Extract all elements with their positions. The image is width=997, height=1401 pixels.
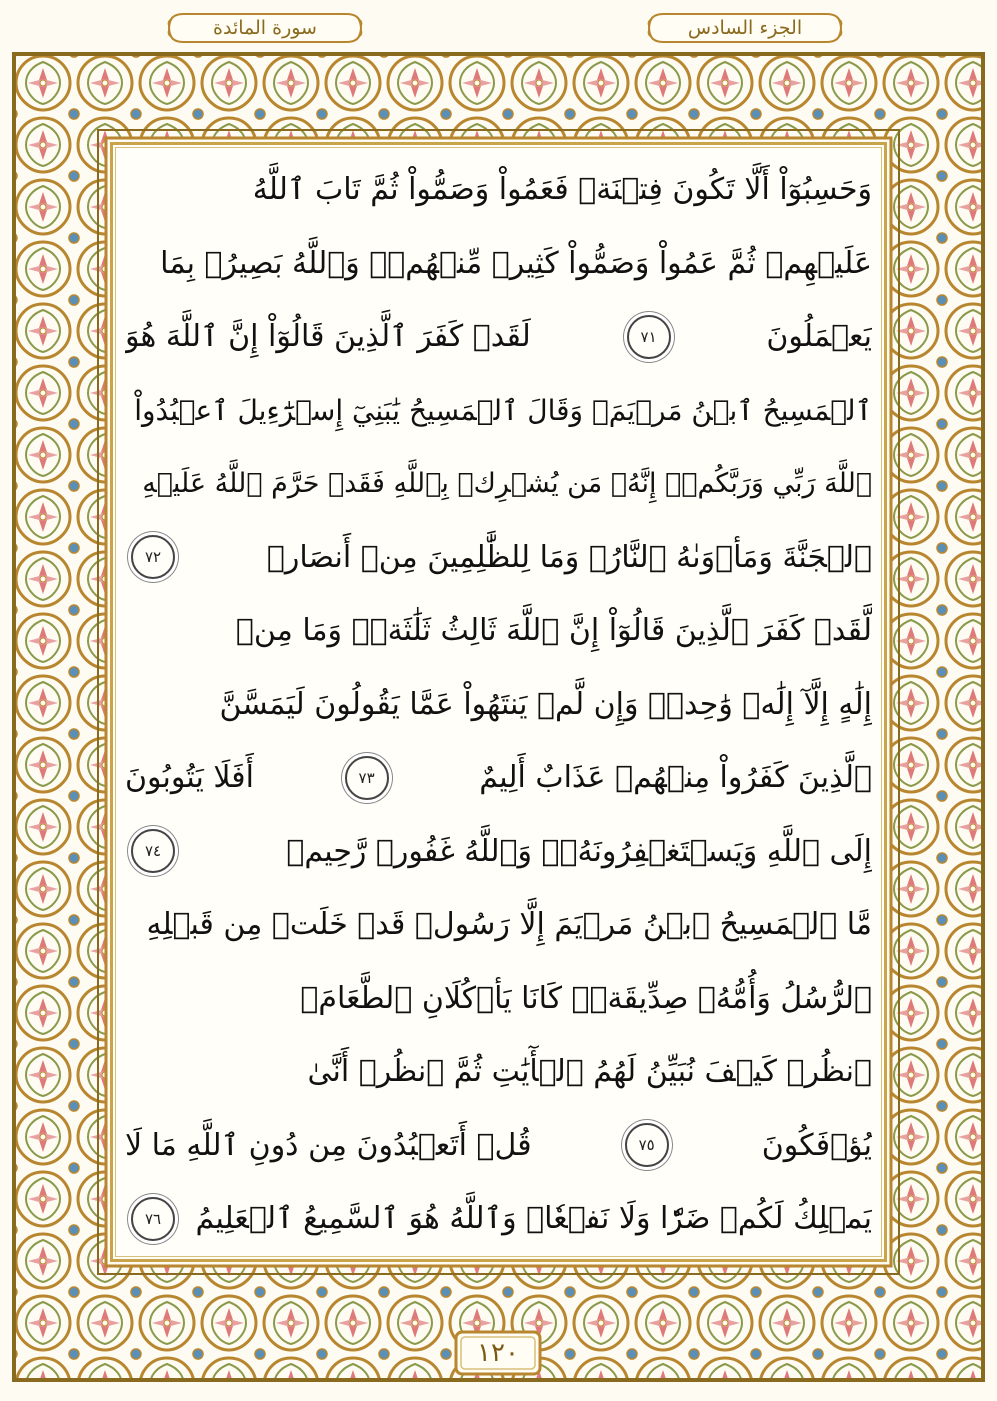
verse-line (125, 594, 872, 668)
verse-text: وَحَسِبُوٓاْ أَلَّا تَكُونَ فِتۡنَةٞ فَعَمُواْ وَصَمُّواْ ثُمَّ تَابَ ٱللَّهُ (252, 172, 872, 208)
ayah-number-marker: ٧٢ (131, 535, 175, 579)
verse-text: يَعۡمَلُونَ (766, 319, 872, 355)
verse-line (125, 741, 872, 815)
verse-text: ٱللَّهَ رَبِّي وَرَبَّكُمۡۖ إِنَّهُۥ مَن يُشۡرِكۡ بِٱللَّهِ فَقَدۡ حَرَّمَ ٱللَّهُ عَلَيۡهِ (142, 468, 872, 500)
verse-text: يَمۡلِكُ لَكُمۡ ضَرّٗا وَلَا نَفۡعٗاۚ وَٱللَّهُ هُوَ ٱلسَّمِيعُ ٱلۡعَلِيمُ (195, 1201, 872, 1237)
verse-text: عَلَيۡهِمۡ ثُمَّ عَمُواْ وَصَمُّواْ كَثِيرٞ مِّنۡهُمۡۚ وَٱللَّهُ بَصِيرُۢ بِمَا (160, 245, 872, 281)
verse-line (125, 668, 872, 742)
verse-text: إِلَٰهٍ إِلَّآ إِلَٰهٞ وَٰحِدٞۚ وَإِن لَّمۡ يَنتَهُواْ عَمَّا يَقُولُونَ لَيَمَسَّنَّ (219, 686, 872, 722)
verse-text: ٱلۡجَنَّةَ وَمَأۡوَىٰهُ ٱلنَّارُۖ وَمَا لِلظَّٰلِمِينَ مِنۡ أَنصَارٖ (266, 539, 872, 575)
verse-line (125, 227, 872, 301)
verse-text: ٱلۡمَسِيحُ ٱبۡنُ مَرۡيَمَۖ وَقَالَ ٱلۡمَسِيحُ يَٰبَنِيٓ إِسۡرَٰٓءِيلَ ٱعۡبُدُواْ (134, 393, 872, 427)
verse-line (125, 300, 872, 374)
page-number: ١٢٠ (477, 1338, 519, 1368)
verse-text: قُلۡ أَتَعۡبُدُونَ مِن دُونِ ٱللَّهِ مَا لَا (125, 1127, 532, 1163)
juz-name: الجزء السادس (687, 17, 803, 39)
ayah-number-marker: ٧٤ (131, 829, 175, 873)
page-number-cartouche (452, 1328, 544, 1378)
ayah-number-marker: ٧١ (627, 315, 671, 359)
verse-text: أَفَلَا يَتُوبُونَ (125, 760, 254, 796)
text-panel (110, 142, 887, 1262)
juz-name-cartouche (645, 8, 845, 48)
surah-name-cartouche (165, 8, 365, 48)
verse-line (125, 962, 872, 1036)
verse-line (125, 815, 872, 889)
verse-text: يُؤۡفَكُونَ (761, 1127, 872, 1163)
verse-line (125, 521, 872, 595)
verse-line (125, 888, 872, 962)
verse-lines (125, 153, 872, 1251)
ayah-number-marker: ٧٥ (625, 1123, 669, 1167)
verse-line (125, 447, 872, 521)
verse-line (125, 1182, 872, 1256)
verse-line (125, 153, 872, 227)
verse-text: لَقَدۡ كَفَرَ ٱلَّذِينَ قَالُوٓاْ إِنَّ ٱللَّهَ هُوَ (125, 319, 531, 355)
verse-text: مَّا ٱلۡمَسِيحُ ٱبۡنُ مَرۡيَمَ إِلَّا رَسُولٞ قَدۡ خَلَتۡ مِن قَبۡلِهِ (146, 907, 872, 943)
verse-text: إِلَى ٱللَّهِ وَيَسۡتَغۡفِرُونَهُۥۚ وَٱللَّهُ غَفُورٞ رَّحِيمٞ (286, 833, 872, 869)
verse-text: ٱلَّذِينَ كَفَرُواْ مِنۡهُمۡ عَذَابٌ أَلِيمٌ (479, 760, 872, 796)
verse-text: لَّقَدۡ كَفَرَ ٱلَّذِينَ قَالُوٓاْ إِنَّ ٱللَّهَ ثَالِثُ ثَلَٰثَةٖۘ وَمَا مِنۡ (235, 613, 872, 649)
surah-name: سورة المائدة (213, 17, 317, 39)
verse-text: ٱلرُّسُلُ وَأُمُّهُۥ صِدِّيقَةٞۖ كَانَا يَأۡكُلَانِ ٱلطَّعَامَۗ (300, 980, 872, 1016)
verse-line (125, 1035, 872, 1109)
verse-line (125, 1109, 872, 1183)
verse-line (125, 374, 872, 448)
ayah-number-marker: ٧٦ (131, 1197, 175, 1241)
ayah-number-marker: ٧٣ (345, 756, 389, 800)
verse-text: ٱنظُرۡ كَيۡفَ نُبَيِّنُ لَهُمُ ٱلۡأٓيَٰتِ ثُمَّ ٱنظُرۡ أَنَّىٰ (307, 1054, 872, 1090)
